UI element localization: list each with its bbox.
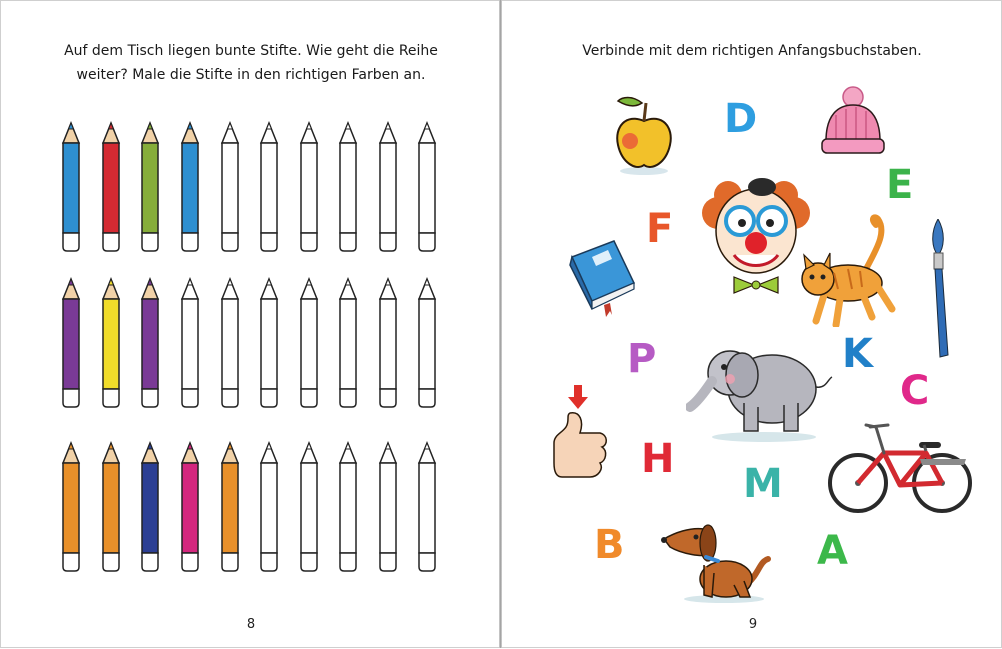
pencil-blank[interactable]	[419, 279, 435, 407]
letter-h[interactable]: H	[641, 436, 675, 482]
book-picture[interactable]	[562, 237, 640, 317]
pencil-blank[interactable]	[301, 279, 317, 407]
left-page	[0, 0, 500, 648]
right-page-instruction: Verbinde mit dem richtigen Anfangsbuchstaben.	[582, 43, 922, 59]
pencil-blank[interactable]	[380, 123, 396, 251]
letter-d[interactable]: D	[724, 96, 758, 142]
pencil-colored	[103, 123, 119, 251]
pencil-colored	[63, 123, 79, 251]
paintbrush-picture[interactable]	[926, 219, 956, 359]
left-page-number: 8	[246, 617, 256, 632]
pencil-blank[interactable]	[380, 279, 396, 407]
knit-hat-picture[interactable]	[818, 85, 888, 159]
letter-c[interactable]: C	[900, 368, 930, 414]
bicycle-picture[interactable]	[826, 415, 974, 517]
pencil-blank[interactable]	[261, 123, 277, 251]
letter-p[interactable]: P	[627, 336, 657, 382]
pencil-colored	[103, 279, 119, 407]
cat-picture[interactable]	[794, 213, 904, 327]
pencil-colored	[182, 123, 198, 251]
letter-a[interactable]: A	[817, 528, 848, 574]
pencil-blank[interactable]	[222, 279, 238, 407]
pencil-blank[interactable]	[261, 443, 277, 571]
letter-e[interactable]: E	[886, 162, 914, 208]
letter-f[interactable]: F	[646, 206, 674, 252]
pencil-blank[interactable]	[419, 443, 435, 571]
pencil-blank[interactable]	[340, 443, 356, 571]
pencil-colored	[142, 443, 158, 571]
elephant-picture[interactable]	[686, 333, 834, 445]
pencil-blank[interactable]	[182, 279, 198, 407]
thumb-picture[interactable]	[550, 383, 612, 483]
pencil-blank[interactable]	[222, 123, 238, 251]
letter-b[interactable]: B	[594, 522, 625, 568]
dog-picture[interactable]	[660, 513, 772, 605]
pencil-colored	[103, 443, 119, 571]
pencil-blank[interactable]	[380, 443, 396, 571]
pencil-blank[interactable]	[340, 123, 356, 251]
pencil-colored	[182, 443, 198, 571]
pencil-blank[interactable]	[301, 123, 317, 251]
pencil-colored	[142, 279, 158, 407]
pencil-colored	[222, 443, 238, 571]
right-page-number: 9	[748, 617, 758, 632]
pencil-colored	[142, 123, 158, 251]
pencil-grid	[1, 1, 501, 649]
pencil-blank[interactable]	[419, 123, 435, 251]
right-page	[501, 0, 1002, 648]
apple-picture[interactable]	[610, 93, 676, 177]
book-gutter	[499, 0, 502, 648]
left-page-instruction: Auf dem Tisch liegen bunte Stifte. Wie geht die Reihe weiter? Male die Stifte in den richtigen Farben an.	[64, 43, 438, 83]
pencil-blank[interactable]	[301, 443, 317, 571]
pencil-colored	[63, 279, 79, 407]
pencil-blank[interactable]	[261, 279, 277, 407]
pencil-blank[interactable]	[340, 279, 356, 407]
letter-m[interactable]: M	[743, 461, 783, 507]
letter-k[interactable]: K	[842, 331, 873, 377]
pencil-colored	[63, 443, 79, 571]
